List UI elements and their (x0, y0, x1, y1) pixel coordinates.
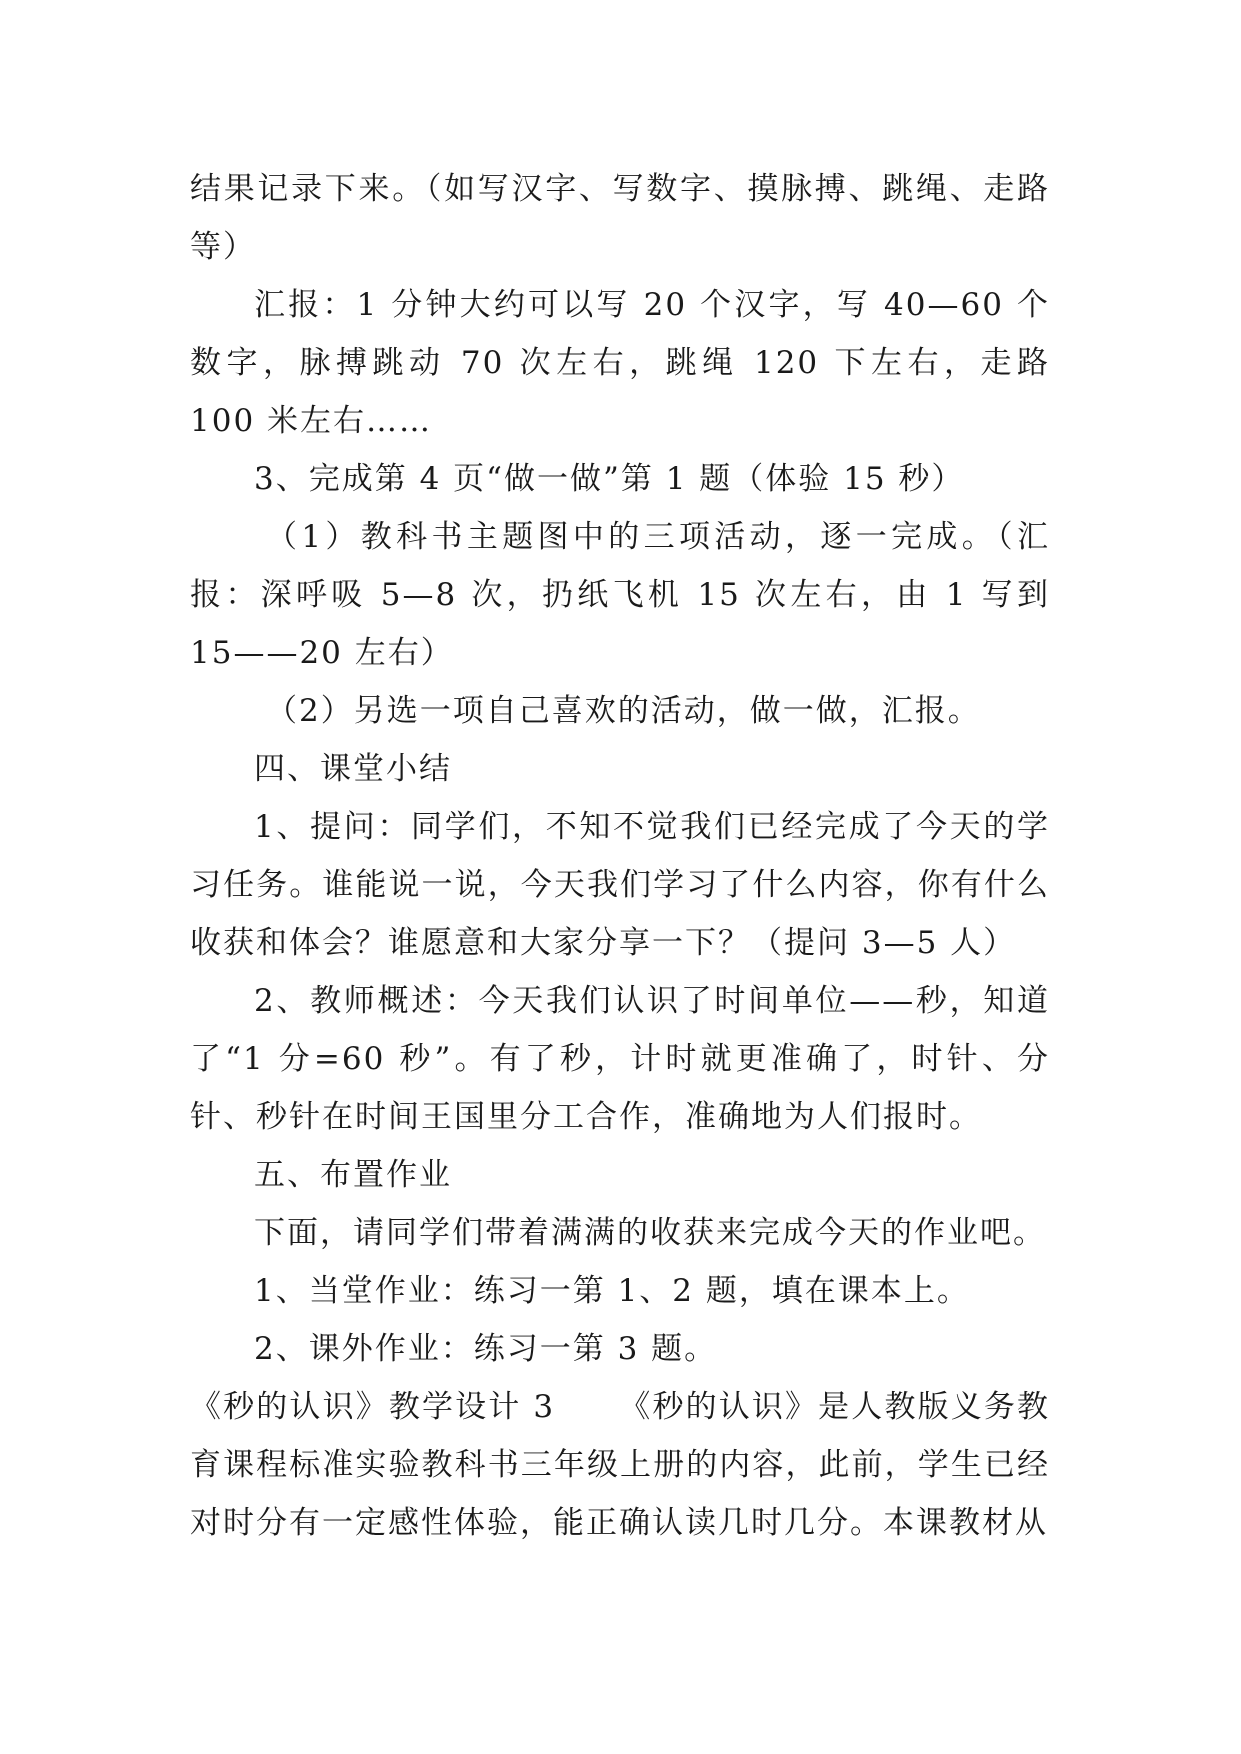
paragraph-homework-intro: 下面，请同学们带着满满的收获来完成今天的作业吧。 (254, 1215, 1046, 1251)
heading-class-summary: 四、课堂小结 (254, 751, 452, 787)
section-design-3 (190, 1378, 1050, 1552)
paragraph-report-one-minute: 汇报：1 分钟大约可以写 20 个汉字，写 40—60 个数字，脉搏跳动 70 次左右，跳绳 120 下左右，走路 100 米左右…… (190, 287, 1050, 439)
paragraph-homework-in-class: 1、当堂作业：练习一第 1、2 题，填在课本上。 (254, 1273, 970, 1309)
paragraph-activity-2: （2）另选一项自己喜欢的活动，做一做，汇报。 (266, 693, 981, 729)
paragraph-activity-1: （1）教科书主题图中的三项活动，逐一完成。（汇报：深呼吸 5—8 次，扔纸飞机 15 次左右，由 1 写到 15——20 左右） (190, 519, 1050, 671)
section-heading: 《秒的认识》教学设计 3 (190, 1389, 556, 1425)
paragraph-summary-question: 1、提问：同学们，不知不觉我们已经完成了今天的学习任务。谁能说一说，今天我们学习了什么内容，你有什么收获和体会？谁愿意和大家分享一下？（提问 3—5 人） (190, 809, 1050, 961)
paragraph-continued-record: 结果记录下来。（如写汉字、写数字、摸脉搏、跳绳、走路等） (190, 171, 1050, 265)
heading-homework: 五、布置作业 (254, 1157, 452, 1193)
section-intro: 《秒的认识》是人教版义务教育课程标准实验教科书三年级上册的内容，此前，学生已经对时分有一定感性体验，能正确认读几时几分。本课教材从 (190, 1389, 1051, 1541)
paragraph-task-3: 3、完成第 4 页“做一做”第 1 题（体验 15 秒） (254, 461, 965, 497)
paragraph-teacher-summary: 2、教师概述：今天我们认识了时间单位——秒，知道了“1 分=60 秒”。有了秒，计时就更准确了，时针、分针、秒针在时间王国里分工合作，准确地为人们报时。 (190, 983, 1050, 1135)
document-body (190, 160, 1050, 1552)
paragraph-homework-after-class: 2、课外作业：练习一第 3 题。 (254, 1331, 718, 1367)
